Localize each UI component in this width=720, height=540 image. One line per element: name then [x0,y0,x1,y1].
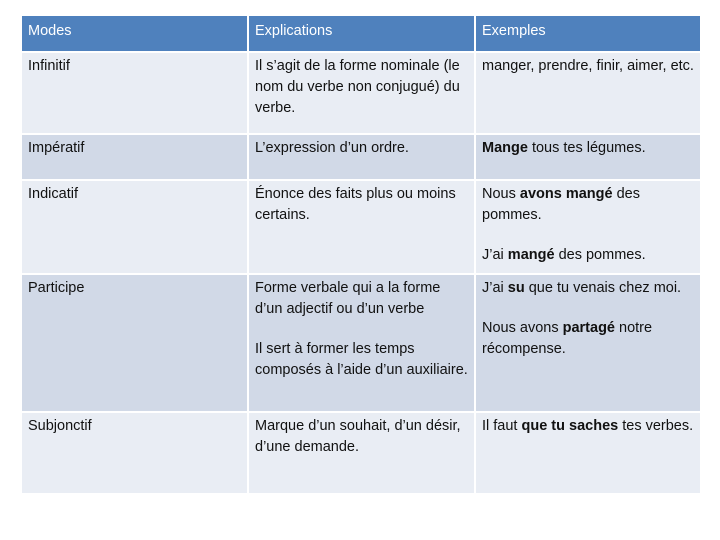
exemple-line-1: J’ai su que tu venais chez moi. [482,280,682,296]
exemple-cell: Il faut que tu saches tes verbes. [475,412,701,494]
verb-highlight: avons mangé [519,186,613,202]
verb-highlight: su [507,280,525,296]
exemple-text: tous tes légumes. [527,140,646,156]
verb-highlight: partagé [562,320,615,336]
explication-line-2: Il sert à former les temps composés à l’aide d’un auxiliaire. [255,341,468,378]
explication-cell [248,274,475,412]
mode-cell: Participe [21,274,248,412]
mode-cell: Infinitif [21,52,248,134]
exemple-cell [475,180,701,274]
exemple-line-1: Nous avons mangé des pommes. [482,186,640,223]
header-modes: Modes [21,15,248,52]
exemple-cell: manger, prendre, finir, aimer, etc. [475,52,701,134]
verb-highlight: mangé [507,247,555,263]
verb-highlight: que tu saches [521,418,619,434]
explication-cell: L’expression d’un ordre. [248,134,475,180]
row-imperatif [21,134,701,180]
row-infinitif [21,52,701,134]
mode-cell: Subjonctif [21,412,248,494]
mode-cell: Impératif [21,134,248,180]
explication-line-1: Forme verbale qui a la forme d’un adjectif ou d’un verbe [255,280,441,317]
row-indicatif [21,180,701,274]
mode-cell: Indicatif [21,180,248,274]
header-row [21,15,701,52]
header-exemples: Exemples [475,15,701,52]
explication-cell: Il s’agit de la forme nominale (le nom du verbe non conjugué) du verbe. [248,52,475,134]
header-explications: Explications [248,15,475,52]
explication-cell: Énonce des faits plus ou moins certains. [248,180,475,274]
exemple-line-2: Nous avons partagé notre récompense. [482,320,653,357]
verb-highlight: Mange [482,140,528,156]
exemple-cell [475,134,701,180]
explication-cell: Marque d’un souhait, d’un désir, d’une demande. [248,412,475,494]
exemple-cell [475,274,701,412]
exemple-line-2: J’ai mangé des pommes. [482,247,646,263]
row-subjonctif [21,412,701,494]
modes-table [20,14,702,495]
row-participe [21,274,701,412]
